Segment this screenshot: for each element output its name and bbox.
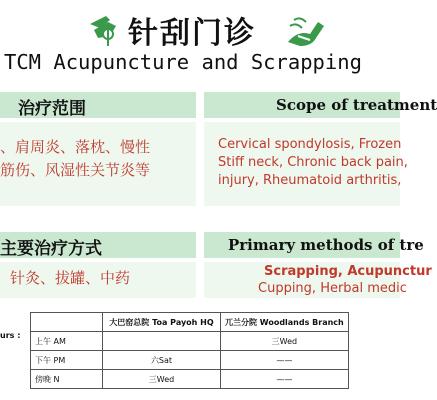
table-header-woodlands: 兀兰分院 Woodlands Branch xyxy=(221,313,349,332)
table-row xyxy=(31,313,349,332)
page-title-english: TCM Acupuncture and Scrapping xyxy=(4,50,362,74)
scope-line-en-1: Cervical spondylosis, Frozen xyxy=(218,137,402,152)
header xyxy=(0,0,400,86)
table-cell: 三Wed xyxy=(103,370,221,389)
table-cell: 三Wed xyxy=(221,332,349,351)
table-header-toa-payoh: 大巴窑总院 Toa Payoh HQ xyxy=(103,313,221,332)
methods-heading-cn: 主要治疗方式 xyxy=(0,239,102,259)
methods-line-cn: 针灸、拔罐、中药 xyxy=(10,269,131,287)
scope-line-cn-2: 筋伤、风湿性关节炎等 xyxy=(0,161,151,179)
table-row xyxy=(31,351,349,370)
methods-heading-bar-cn xyxy=(0,232,196,258)
methods-heading-en: Primary methods of tre xyxy=(228,236,424,254)
scope-body-cn xyxy=(0,122,196,206)
table-cell xyxy=(103,332,221,351)
methods-body-en xyxy=(204,262,432,298)
table-cell: 六Sat xyxy=(103,351,221,370)
table-cell: —— xyxy=(221,351,349,370)
hours-table xyxy=(30,312,349,389)
gua-sha-scraping-logo-icon xyxy=(284,12,328,50)
scope-line-en-3: injury, Rheumatoid arthritis, xyxy=(218,173,402,188)
methods-body-cn xyxy=(0,262,196,298)
table-row xyxy=(31,370,349,389)
table-row-label: 上午 AM xyxy=(31,332,103,351)
page-title-chinese: 针刮门诊 xyxy=(128,16,256,51)
methods-line-en-1-text: Scrapping, Acupunctur xyxy=(264,264,432,279)
table-cell-empty xyxy=(31,313,103,332)
scope-body-en xyxy=(204,122,408,206)
hours-label: urs : xyxy=(0,331,21,340)
scope-heading-bar-en xyxy=(204,92,437,118)
scope-line-cn-1: 、肩周炎、落枕、慢性 xyxy=(0,138,151,156)
methods-heading-bar-en xyxy=(204,232,424,258)
table-cell: —— xyxy=(221,370,349,389)
table-row-label: 傍晚 N xyxy=(31,370,103,389)
scope-heading-en: Scope of treatment xyxy=(276,96,437,114)
scope-heading-cn: 治疗范围 xyxy=(18,99,86,119)
table-row-label: 下午 PM xyxy=(31,351,103,370)
scope-line-en-2: Stiff neck, Chronic back pain, xyxy=(218,155,408,170)
scope-heading-bar-cn xyxy=(0,92,196,118)
table-row xyxy=(31,332,349,351)
methods-line-en-2: Cupping, Herbal medic xyxy=(258,281,407,296)
hand-needle-logo-icon xyxy=(86,10,126,50)
